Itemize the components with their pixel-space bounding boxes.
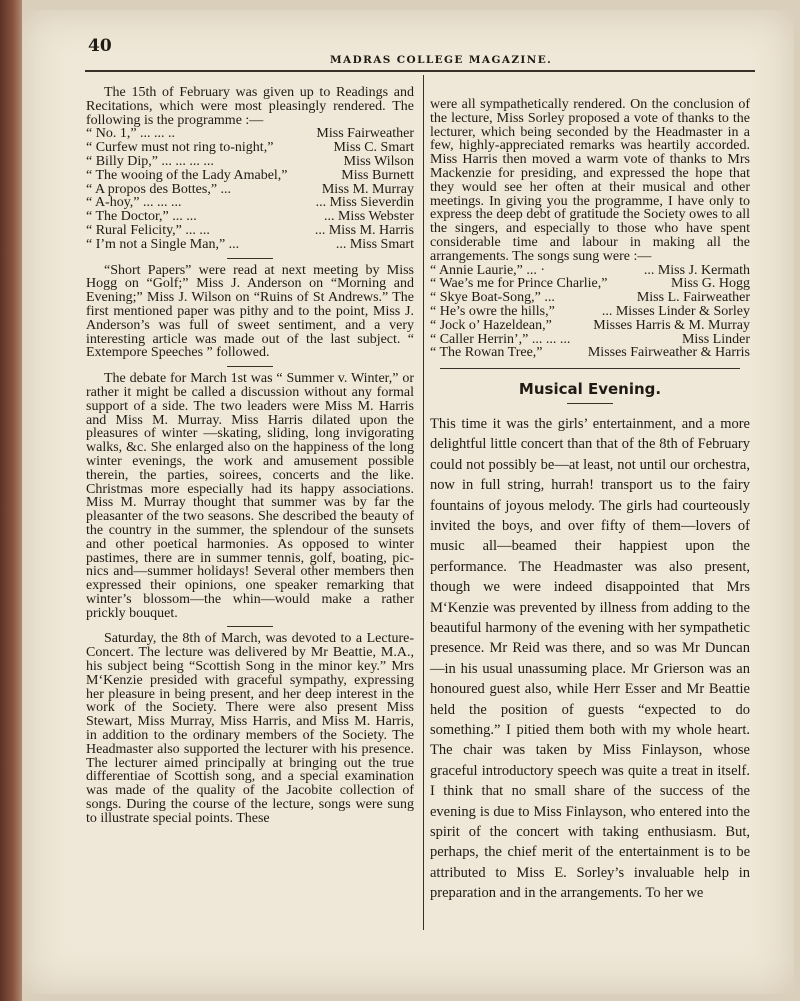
debate-paragraph: The debate for March 1st was “ Summer v. Winter,” or rather it might be called a discussion without any formal support of a side. The two leaders were Miss M. Harris and Miss M. Murray. Miss Harris dilated upon the pleasures of winter —skating, sliding, long invigorating walks, &c. She enlarged also on the happiness of the long winter evenings, the work and amusement possible therein, the parties, soirees, concerts and the like. Christmas more especially had its happy associations. Miss M. Murray thought that summer was by far the pleasanter of the two seasons. She described the beauty of the country in the summer, the splendour of the sunsets and other poetical harmonies. As opposed to winter pastimes, there are in summer tennis, golf, boating, pic-nics and—summer holidays! Several other members then expressed their opinions, one speaker remarking that winter’s blossom—the whin—would make a rather prickly bouquet. [86,371,414,621]
binding-edge [0,0,22,1001]
lecture-continued-paragraph: were all sympathetically rendered. On the conclusion of the lecture, Miss Sorley proposed a vote of thanks to the lecturer, which being seconded by the Headmaster in a few, highly-appreciated remarks was heartily accorded. Miss Harris then moved a warm vote of thanks to Mrs Mackenzie for presiding, and expressed the hope that they would see her often at their musical and other meetings. In giving you the programme, I have only to express the deep debt of gratitude the Society owes to all the singers, and especially to those who have spent considerable time and labour in making all the arrangements. The songs sung were :— [430,97,750,264]
left-column [86,86,414,826]
programme-item: “ The Doctor,” ... ... ... Miss Webster [86,209,414,225]
running-title: MADRAS COLLEGE MAGAZINE. [330,54,553,66]
readings-paragraph: The 15th of February was given up to Readings and Recitations, which were most pleasingly rendered. The following is the programme :— [86,85,414,128]
programme-item: “ A-hoy,” ... ... ... ... Miss Sieverdin [86,195,414,211]
section-separator [227,626,273,627]
header-rule [85,70,755,72]
lecture-concert-paragraph: Saturday, the 8th of March, was devoted to a Lecture-Concert. The lecture was delivered by Mr Beattie, M.A., his subject being “Scottish Song in the minor key.” Mrs M‘Kenzie presided with graceful sympathy, expressing her pleasure in being present, and her deep interest in the work of the Society. There were also present Miss Stewart, Miss Murray, Miss Harris, and Miss M. Harris, in addition to the ordinary members of the Society. The Headmaster also supported the lecturer with his presence. The lecturer aimed principally at bringing out the true differentiae of Scottish song, and a special examination was made of the quality of the Jacobite collection of songs. During the course of the lecture, songs were sung to illustrate special points. These [86,631,414,826]
programme-item: “ He’s owre the hills,” ... Misses Linder & Sorley [430,303,750,319]
programme-item: “ I’m not a Single Man,” ... ... Miss Smart [86,236,414,252]
section-heading: Musical Evening. [518,380,662,399]
programme-item: “ Curfew must not ring to-night,” Miss C. Smart [86,140,414,156]
programme-item: “ The wooing of the Lady Amabel,” Miss Burnett [86,167,414,183]
programme-item: “ Billy Dip,” ... ... ... ... Miss Wilson [86,153,414,169]
page-number: 40 [88,36,112,56]
programme-item: “ Skye Boat-Song,” ... Miss L. Fairweather [430,290,750,306]
programme-item: “ Caller Herrin’,” ... ... ... Miss Linder [430,331,750,347]
programme-item: “ Wae’s me for Prince Charlie,” Miss G. Hogg [430,276,750,292]
programme-item: “ Jock o’ Hazeldean,” Misses Harris & M. Murray [430,317,750,333]
programme-item: “ Annie Laurie,” ... · ... Miss J. Kermath [430,262,750,278]
programme-item: “ The Rowan Tree,” Misses Fairweather & Harris [430,345,750,361]
programme-item: “ A propos des Bottes,” ... Miss M. Murray [86,181,414,197]
programme-item: “ Rural Felicity,” ... ... ... Miss M. Harris [86,222,414,238]
right-column [430,98,750,904]
musical-evening-paragraph: This time it was the girls’ entertainment, and a more delightful little concert than that of the 8th of February could not possibly be—at least, not until our orchestra, now in full string, hurrah! transport us to the fairy fountains of joyous melody. The girls had courteously invited the boys, and over fifty of them—lovers of music all—beamed their happiest upon the performance. The Headmaster was also present, though we were indeed disappointed that Mrs M‘Kenzie was prevented by illness from adding to the beautiful harmony of the evening with her sympathetic presence. Mr Reid was there, and so was Mr Duncan—in his usual unassuming place. Mr Grierson was an honoured guest also, while Herr Esser and Mr Beattie held the position of guests “expected to do something.” I pitied them both with my whole heart. The chair was taken by Miss Finlayson, whose graceful introductory speech was quite a treat in itself. I think that no small share of the success of the evening is due to Miss Finlayson, who entered into the spirit of the concert with taking enthusiasm. But, perhaps, the chief merit of the entertainment is to be attributed to Miss E. Sorley’s invaluable help in preparation and in the arrangements. To her we [430,415,750,902]
readings-programme [86,127,414,251]
section-separator [227,366,273,367]
section-rule [440,368,740,369]
songs-programme [430,264,750,361]
short-papers-paragraph: “Short Papers” were read at next meeting by Miss Hogg on “Golf;” Miss J. Anderson on “Morning and Evening;” Miss J. Wilson on “Ruins of St Andrews.” The first mentioned paper was pithy and to the point, Miss J. Anderson’s was full of sweet sentiment, and a very interesting article was made out of the last subject. “ Extempore Speeches ” followed. [86,262,414,361]
section-separator [227,258,273,259]
column-divider [423,75,424,930]
heading-underline [567,403,613,404]
programme-item: “ No. 1,” ... ... .. Miss Fairweather [86,126,414,142]
